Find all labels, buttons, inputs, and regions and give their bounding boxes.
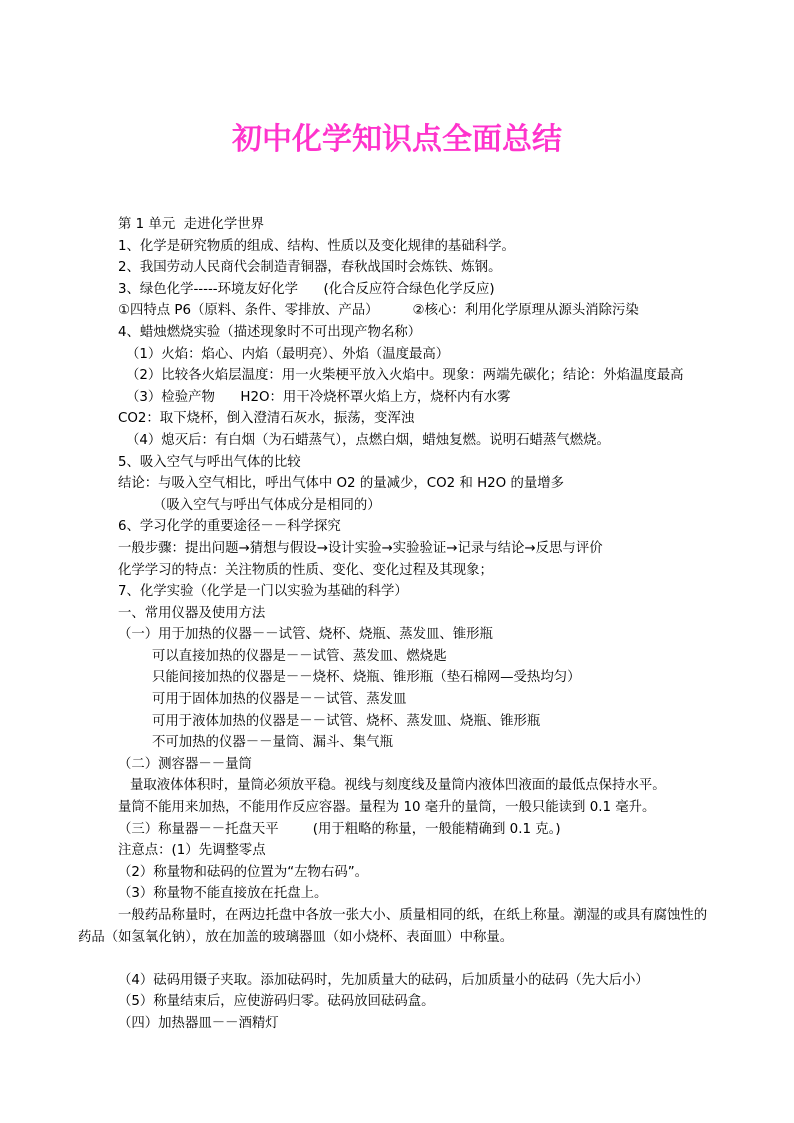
text-line: 量筒不能用来加热，不能用作反应容器。量程为 10 毫升的量筒，一般只能读到 0.1 毫升。: [118, 800, 656, 816]
text-line: （2）比较各火焰层温度：用一火柴梗平放入火焰中。现象：两端先碳化；结论：外焰温度最高: [126, 368, 684, 384]
text-line: 一般步骤：提出问题→猜想与假设→设计实验→实验验证→记录与结论→反思与评价: [118, 540, 603, 556]
text-line: 6、学习化学的重要途径－－科学探究: [118, 519, 341, 535]
text-line: （4）熄灭后：有白烟（为石蜡蒸气），点燃白烟，蜡烛复燃。说明石蜡蒸气燃烧。: [126, 432, 610, 448]
text-line: （3）检验产物 H2O：用干冷烧杯罩火焰上方，烧杯内有水雾: [126, 389, 511, 405]
text-line: 2、我国劳动人民商代会制造青铜器，春秋战国时会炼铁、炼钢。: [118, 260, 502, 276]
text-line: 可以直接加热的仪器是－－试管、蒸发皿、燃烧匙: [152, 648, 447, 664]
text-line: 4、蜡烛燃烧实验（描述现象时不可出现产物名称）: [118, 324, 422, 340]
text-line: （四）加热器皿－－酒精灯: [118, 1015, 279, 1031]
text-line: 不可加热的仪器－－量筒、漏斗、集气瓶: [152, 735, 394, 751]
text-line: 1、化学是研究物质的组成、结构、性质以及变化规律的基础科学。: [118, 238, 515, 254]
text-paragraph: 一般药品称量时，在两边托盘中各放一张大小、质量相同的纸，在纸上称量。潮湿的或具有腐蚀性的药品（如氢氧化钠），放在加盖的玻璃器皿（如小烧杯、表面皿）中称量。: [78, 908, 708, 945]
text-line: 可用于固体加热的仪器是－－试管、蒸发皿: [152, 692, 407, 708]
paragraph-gap: [118, 948, 718, 970]
text-line: 7、化学实验（化学是一门以实验为基础的科学）: [118, 584, 408, 600]
text-line: 化学学习的特点：关注物质的性质、变化、变化过程及其现象；: [118, 562, 493, 578]
text-line: 注意点：(1）先调整零点: [118, 843, 266, 859]
text-line: 5、吸入空气与呼出气体的比较: [118, 454, 301, 470]
text-line: （4）砝码用镊子夹取。添加砝码时，先加质量大的砝码，后加质量小的砝码（先大后小）: [118, 972, 649, 988]
document-title: 初中化学知识点全面总结: [232, 122, 562, 157]
text-line: 结论：与吸入空气相比，呼出气体中 O2 的量减少，CO2 和 H2O 的量增多: [118, 476, 565, 492]
document-body: [78, 214, 718, 1035]
text-line: （一）用于加热的仪器－－试管、烧杯、烧瓶、蒸发皿、锥形瓶: [118, 627, 493, 643]
text-line: ①四特点 P6（原料、条件、零排放、产品） ②核心：利用化学原理从源头消除污染: [118, 303, 639, 319]
text-line: 3、绿色化学-----环境友好化学 (化合反应符合绿色化学反应): [118, 281, 495, 297]
text-line: （5）称量结束后，应使游码归零。砝码放回砝码盒。: [118, 994, 435, 1010]
unit-heading: 第 1 单元 走进化学世界: [118, 217, 265, 232]
text-line: 只能间接加热的仪器是－－烧杯、烧瓶、锥形瓶（垫石棉网—受热均匀）: [152, 670, 581, 686]
text-line: （三）称量器－－托盘天平 (用于粗略的称量，一般能精确到 0.1 克。): [118, 821, 561, 837]
text-line: （吸入空气与呼出气体成分是相同的）: [153, 497, 381, 513]
text-line: CO2：取下烧杯，倒入澄清石灰水，振荡，变浑浊: [118, 411, 415, 427]
text-line: 量取液体体积时，量筒必须放平稳。视线与刻度线及量筒内液体凹液面的最低点保持水平。: [130, 778, 666, 794]
text-line: 一、常用仪器及使用方法: [118, 605, 266, 621]
text-line: 可用于液体加热的仪器是－－试管、烧杯、蒸发皿、烧瓶、锥形瓶: [152, 713, 541, 729]
text-line: （2）称量物和砝码的位置为“左物右码”。: [118, 864, 369, 880]
text-line: （二）测容器－－量筒: [118, 756, 252, 772]
text-line: （1）火焰：焰心、内焰（最明亮）、外焰（温度最高）: [126, 346, 450, 362]
text-line: （3）称量物不能直接放在托盘上。: [118, 886, 328, 902]
